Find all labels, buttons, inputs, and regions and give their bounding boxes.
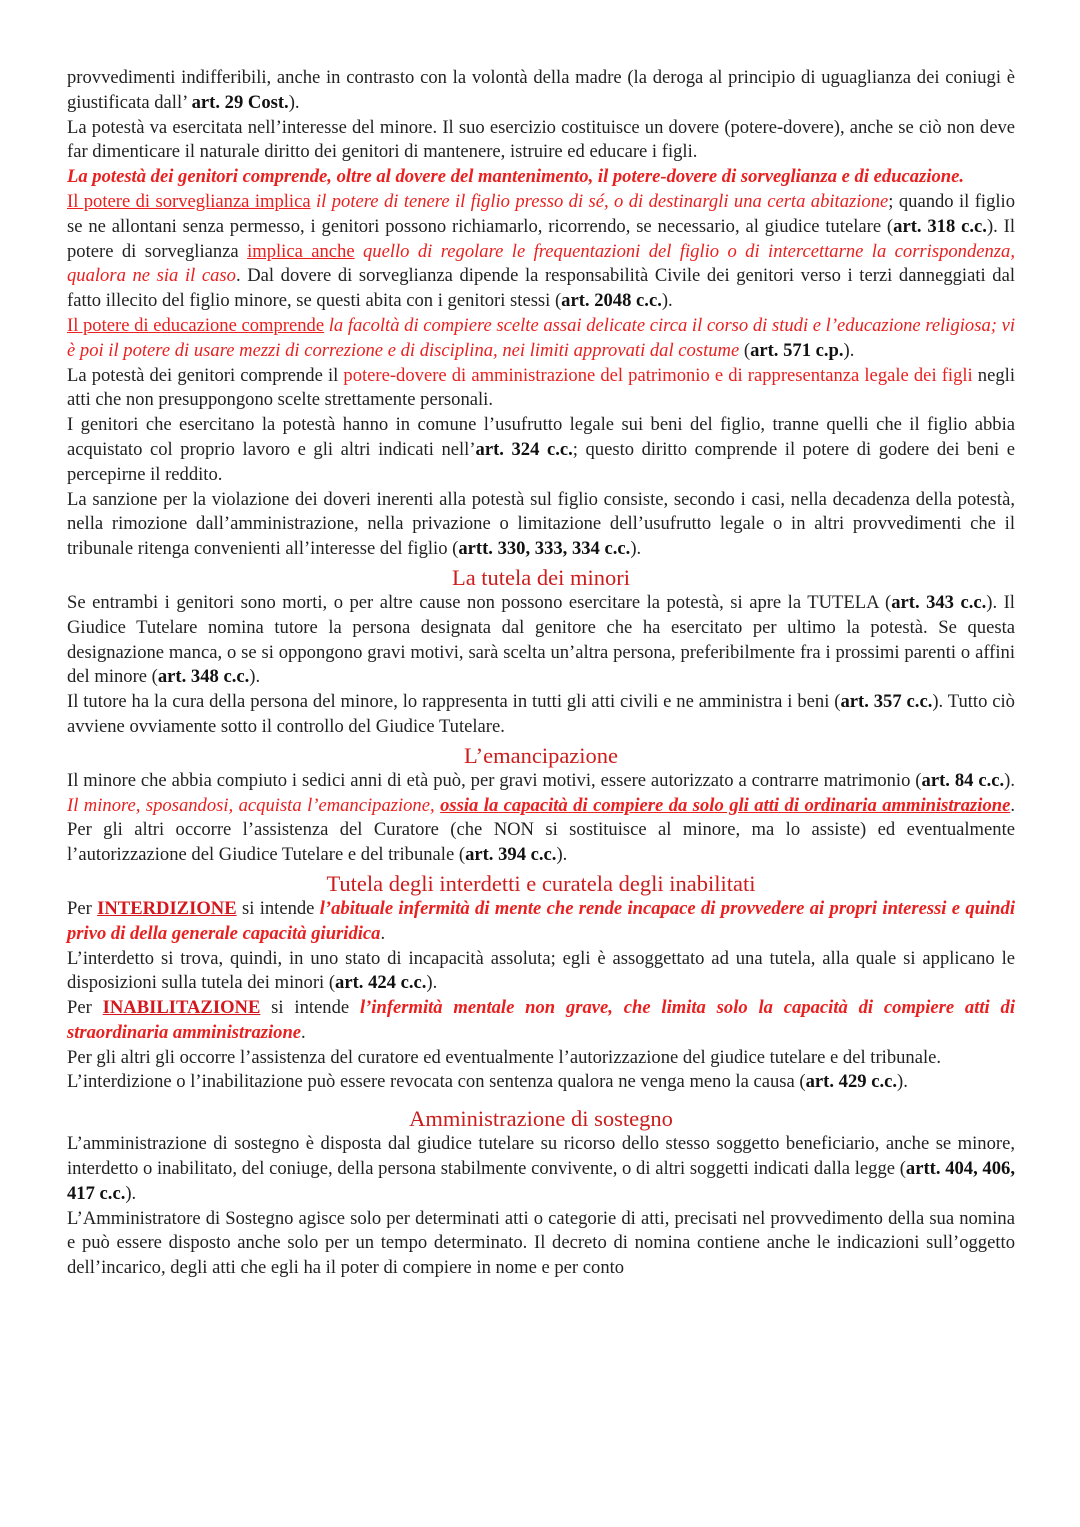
paragraph-potesta-padre: provvedimenti indifferibili, anche in contrasto con la volontà della madre (la deroga al principio di uguaglianza dei coniugi è giustificata dall’ art. 29 Cost.). <box>67 67 1015 113</box>
highlight-italic: la facoltà di compiere scelte assai delicate circa il corso di studi e l’educazione religiosa; vi è poi il potere di usare mezzi di correzione e di disciplina, nei limiti approvati dal costume <box>67 314 1016 361</box>
paragraph-sorveglianza: Il potere di sorveglianza implica il potere di tenere il figlio presso di sé, o di destinargli una certa abitazione; quando il figlio se ne allontani senza permesso, i genitori possono richiamarlo, ricorrendo, se necessario, al giudice tutelare (art. 318 c.c.). Il potere di sorveglianza implica anche quello di regolare le frequentazioni del figlio o di intercettarne la corrispondenza, qualora ne sia il caso. Dal dovere di sorveglianza dipende la responsabilità Civile dei genitori verso i terzi danneggiati dal fatto illecito del figlio minore, se questi abita con i genitori stessi (art. 2048 c.c.). <box>67 190 1016 312</box>
paragraph-interesse-minore: La potestà va esercitata nell’interesse del minore. Il suo esercizio costituisce un dovere (potere-dovere), anche se ciò non deve far dimenticare il naturale diritto dei genitori di mantenere, istruire ed educare i figli. <box>67 116 1015 163</box>
highlight-italic: Il minore, sposandosi, acquista l’emancipazione, <box>67 794 441 816</box>
paragraph-inabilitazione: Per INABILITAZIONE si intende l’infermità mentale non grave, che limita solo la capacità di compiere atti di straordinaria amministrazione. <box>67 997 1016 1043</box>
paragraph-educazione: Il potere di educazione comprende la facoltà di compiere scelte assai delicate circa il corso di studi e l’educazione religiosa; vi è poi il potere di usare mezzi di correzione e di disciplina, nei limiti approvati dal costume (art. 571 c.p.). <box>67 314 1016 361</box>
law-reference: art. 324 c.c. <box>475 438 573 460</box>
law-reference: artt. 330, 333, 334 c.c. <box>458 538 631 560</box>
law-reference: art. 318 c.c. <box>893 215 987 237</box>
law-reference: art. 357 c.c. <box>840 691 933 713</box>
paragraph-emancipazione: Il minore che abbia compiuto i sedici anni di età può, per gravi motivi, essere autorizzato a contrarre matrimonio (art. 84 c.c.). Il minore, sposandosi, acquista l’emancipazione, ossia la capacità di compiere da solo gli atti di ordinaria amministrazione. Per gli altri occorre l’assistenza del Curatore (che NON si sostituisce al minore, ma lo assiste) ed eventualmente l’autorizzazione del Giudice Tutelare e del tribunale (art. 394 c.c.). <box>67 769 1015 866</box>
heading-tutela-minori: La tutela dei minori <box>451 564 631 590</box>
law-reference: art. 343 c.c. <box>891 591 987 613</box>
paragraph-curatore: Per gli altri gli occorre l’assistenza del curatore ed eventualmente l’autorizzazione del giudice tutelare e del tribunale. <box>67 1046 942 1068</box>
highlight-italic: quello di regolare le frequentazioni del figlio o di intercettarne la corrispondenza, qualora ne sia il caso <box>67 240 1015 287</box>
law-reference: art. 394 c.c. <box>465 844 557 866</box>
paragraph-revoca: L’interdizione o l’inabilitazione può essere revocata con sentenza qualora ne venga meno la causa (art. 429 c.c.). <box>67 1071 908 1093</box>
highlight-bold-italic: l’infermità mentale non grave, che limita solo la capacità di compiere atti di straordinaria amministrazione <box>67 997 1016 1043</box>
paragraph-interdetto: L’interdetto si trova, quindi, in uno stato di incapacità assoluta; egli è assoggettato ad una tutela, alla quale si applicano le disposizioni sulla tutela dei minori (art. 424 c.c.). <box>67 947 1015 994</box>
heading-amministrazione-sostegno: Amministrazione di sostegno <box>409 1106 673 1132</box>
paragraph-amministratore: L’Amministratore di Sostegno agisce solo per determinati atti o categorie di atti, precisati nel provvedimento della sua nomina e può essere disposto anche solo per un tempo determinato. Il decreto di nomina contiene anche le indicazioni sull’oggetto dell’incarico, degli atti che egli ha il poter di compiere in nome e per conto <box>67 1207 1015 1279</box>
paragraph-sanzione: La sanzione per la violazione dei doveri inerenti alla potestà sul figlio consiste, secondo i casi, nella decadenza della potestà, nella rimozione dall’amministrazione, nella privazione o limitazione dell’usufrutto legale o in altri provvedimenti che il tribunale ritenga convenienti all’interesse del figlio (artt. 330, 333, 334 c.c.). <box>67 488 1015 560</box>
highlight-italic: il potere di tenere il figlio presso di sé, o di destinargli una certa abitazione <box>310 190 889 212</box>
paragraph-tutore: Il tutore ha la cura della persona del minore, lo rappresenta in tutti gli atti civili e ne amministra i beni (art. 357 c.c.). Tutto ciò avviene ovviamente sotto il controllo del Giudice Tutelare. <box>67 691 1015 737</box>
keyword-inabilitazione: INABILITAZIONE <box>102 997 261 1019</box>
document-page <box>67 66 1015 1281</box>
law-reference: art. 84 c.c. <box>921 769 1005 791</box>
paragraph-tutela-apertura: Se entrambi i genitori sono morti, o per altre cause non possono esercitare la potestà, si apre la TUTELA (art. 343 c.c.). Il Giudice Tutelare nomina tutore la persona designata dal genitore che ha esercitato per ultimo la potestà. Se questa designazione manca, o se si oppongono gravi motivi, sarà scelta un’altra persona, preferibilmente fra i prossimi parenti o affini del minore (art. 348 c.c.). <box>67 591 1015 688</box>
paragraph-usufrutto: I genitori che esercitano la potestà hanno in comune l’usufrutto legale sui beni del figlio, tranne quelli che il figlio abbia acquistato col proprio lavoro e gli altri indicati nell’art. 324 c.c.; questo diritto comprende il potere di godere dei beni e percepirne il reddito. <box>67 414 1015 485</box>
highlight-underlined: Il potere di educazione comprende <box>67 314 325 336</box>
law-reference: art. 424 c.c. <box>335 972 427 994</box>
law-reference: art. 348 c.c. <box>157 666 250 688</box>
law-reference: art. 429 c.c. <box>805 1071 898 1093</box>
keyword-interdizione: INTERDIZIONE <box>97 897 237 919</box>
law-reference: art. 2048 c.c. <box>561 290 662 312</box>
highlight-underlined: implica anche <box>247 240 355 262</box>
paragraph-interdizione: Per INTERDIZIONE si intende l’abituale infermità di mente che rende incapace di provvedere ai propri interessi e quindi privo di della generale capacità giuridica. <box>67 897 1015 944</box>
heading-emancipazione: L’emancipazione <box>463 742 619 768</box>
highlight-bold-italic: l’abituale infermità di mente che rende incapace di provvedere ai propri interessi e quindi privo di della generale capacità giuridica <box>67 897 1015 944</box>
law-reference: artt. 404, 406, 417 c.c. <box>67 1158 1015 1204</box>
paragraph-sostegno-disposta: L’amministrazione di sostegno è disposta dal giudice tutelare su ricorso dello stesso soggetto beneficiario, anche se minore, interdetto o inabilitato, del coniuge, della persona stabilmente convivente, o di altri soggetti indicati dalla legge (artt. 404, 406, 417 c.c.). <box>67 1133 1015 1204</box>
highlight-underlined: Il potere di sorveglianza implica <box>67 190 311 212</box>
highlight-bold-underlined: ossia la capacità di compiere da solo gli atti di ordinaria amministrazione <box>440 794 1011 816</box>
law-reference: art. 29 Cost. <box>191 91 289 113</box>
paragraph-amministrazione-patrimonio: La potestà dei genitori comprende il potere-dovere di amministrazione del patrimonio e di rappresentanza legale dei figli negli atti che non presuppongono scelte strettamente personali. <box>67 364 1015 411</box>
highlight-red: potere-dovere di amministrazione del patrimonio e di rappresentanza legale dei figli <box>343 364 973 386</box>
heading-interdetti-inabilitati: Tutela degli interdetti e curatela degli inabilitati <box>326 870 756 896</box>
law-reference: art. 571 c.p. <box>750 339 844 361</box>
paragraph-potesta-comprende: La potestà dei genitori comprende, oltre al dovere del mantenimento, il potere-dovere di sorveglianza e di educazione. <box>67 166 965 188</box>
